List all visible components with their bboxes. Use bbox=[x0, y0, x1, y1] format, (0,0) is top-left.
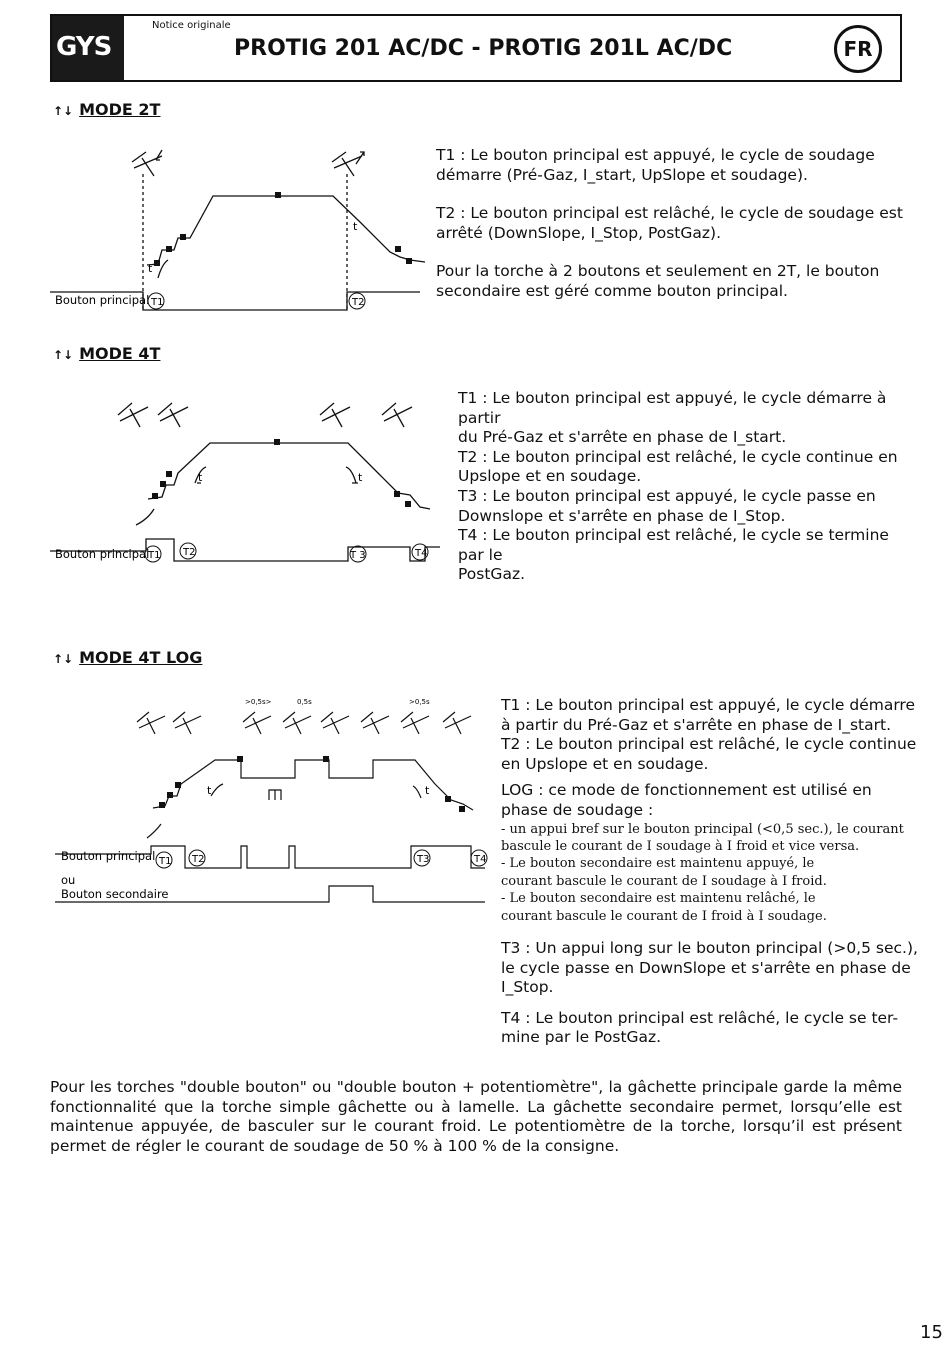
mode-2t-title: MODE 2T bbox=[79, 100, 161, 119]
torch-release-icon bbox=[173, 712, 201, 734]
document-title: PROTIG 201 AC/DC - PROTIG 201L AC/DC bbox=[234, 36, 733, 61]
log-detail-line: - un appui bref sur le bouton principal (<0,5 sec.), le courant bbox=[501, 821, 904, 837]
mode-4t-description bbox=[458, 389, 918, 585]
mode-2t-paragraph: Pour la torche à 2 boutons et seulement en 2T, le bouton secondaire est géré comme bouton principal. bbox=[436, 262, 880, 300]
t2-marker: T2 bbox=[352, 297, 365, 308]
t3-marker: T 3 bbox=[350, 550, 366, 561]
torch-release-icon bbox=[443, 712, 471, 734]
t2-marker: T2 bbox=[183, 547, 196, 558]
mode-2t-paragraph: T1 : Le bouton principal est appuyé, le cycle de soudage démarre (Pré-Gaz, I_start, UpSlope et soudage). bbox=[436, 146, 875, 184]
gys-logo bbox=[52, 16, 124, 80]
mode-4t-title: MODE 4T bbox=[79, 344, 161, 363]
time-label: t bbox=[207, 784, 212, 797]
mode-2t-heading bbox=[53, 100, 160, 119]
t3-line: I_Stop. bbox=[501, 978, 554, 997]
mode-4t-log-description bbox=[501, 696, 921, 1048]
mode-4t-diagram bbox=[50, 385, 450, 575]
log-detail-line: courant bascule le courant de I froid à I soudage. bbox=[501, 908, 827, 924]
log-detail-line: - Le bouton secondaire est maintenu appuyé, le bbox=[501, 856, 815, 872]
torch-release-icon bbox=[158, 403, 188, 427]
time-label: t bbox=[425, 784, 430, 797]
t4-line: T4 : Le bouton principal est relâché, le cycle se ter- bbox=[501, 1008, 899, 1027]
mode-4t-line: T2 : Le bouton principal est relâché, le cycle continue en bbox=[458, 447, 898, 466]
mode-4t-log-diagram bbox=[55, 692, 495, 914]
torch-press-icon bbox=[132, 150, 162, 176]
mode-4t-line: Downslope et s'arrête en phase de I_Stop. bbox=[458, 506, 786, 525]
t3-marker: T3 bbox=[417, 854, 430, 865]
t3-line: le cycle passe en DownSlope et s'arrête en phase de bbox=[501, 958, 911, 977]
mode-4t-line: PostGaz. bbox=[458, 565, 526, 584]
brand-text: GYS bbox=[56, 32, 112, 62]
language-badge: FR bbox=[834, 25, 882, 73]
button-label: Bouton principal bbox=[55, 547, 150, 561]
t2-marker: T2 bbox=[192, 854, 205, 865]
mode-2t-paragraph: T2 : Le bouton principal est relâché, le cycle de soudage est arrêté (DownSlope, I_Stop, PostGaz). bbox=[436, 204, 903, 242]
mode-4t-log-line: en Upslope et en soudage. bbox=[501, 754, 709, 773]
up-down-arrows-icon: ↑↓ bbox=[53, 104, 74, 118]
mode-4t-line: Upslope et en soudage. bbox=[458, 467, 642, 486]
t4-marker: T4 bbox=[474, 854, 487, 865]
t4-marker: T4 bbox=[415, 548, 428, 559]
log-detail-line: - Le bouton secondaire est maintenu relâché, le bbox=[501, 891, 816, 907]
page-header bbox=[50, 14, 902, 82]
torch-press-icon bbox=[243, 712, 271, 734]
torch-release-icon bbox=[332, 152, 364, 176]
torch-press-icon bbox=[320, 403, 350, 427]
log-detail-line: courant bascule le courant de I soudage à I froid. bbox=[501, 873, 827, 889]
time-label: t bbox=[353, 220, 358, 233]
mode-4t-log-line: à partir du Pré-Gaz et s'arrête en phase de I_start. bbox=[501, 715, 892, 734]
torch-press-icon bbox=[321, 712, 349, 734]
page-number: 15 bbox=[920, 1322, 943, 1343]
log-detail-line: bascule le courant de I soudage à I froid et vice versa. bbox=[501, 838, 860, 854]
t1-marker: T1 bbox=[151, 297, 164, 308]
mode-4t-log-line: T1 : Le bouton principal est appuyé, le cycle démarre bbox=[501, 696, 916, 714]
or-label: ou bbox=[61, 873, 76, 887]
torch-press-icon bbox=[401, 712, 429, 734]
duration-label: >0,5s> bbox=[245, 698, 272, 706]
time-label: t bbox=[358, 471, 363, 484]
time-label: t bbox=[148, 262, 153, 275]
mode-2t-diagram bbox=[50, 140, 430, 320]
mode-4t-line: T3 : Le bouton principal est appuyé, le cycle passe en bbox=[458, 486, 876, 505]
t4-line: mine par le PostGaz. bbox=[501, 1028, 662, 1047]
t1-marker: T1 bbox=[148, 550, 161, 561]
torch-release-icon bbox=[361, 712, 389, 734]
up-down-arrows-icon: ↑↓ bbox=[53, 348, 74, 362]
mode-4t-line: du Pré-Gaz et s'arrête en phase de I_start. bbox=[458, 428, 787, 447]
mode-4t-line: T1 : Le bouton principal est appuyé, le cycle démarre à partir bbox=[458, 389, 887, 427]
mode-4t-log-heading bbox=[53, 648, 202, 667]
secondary-button-label: Bouton secondaire bbox=[61, 887, 169, 901]
torch-release-icon bbox=[382, 403, 412, 427]
button-label: Bouton principal bbox=[61, 849, 156, 863]
mode-4t-log-title: MODE 4T LOG bbox=[79, 648, 203, 667]
notice-label: Notice originale bbox=[152, 20, 231, 31]
torch-release-icon bbox=[283, 712, 311, 734]
duration-label: >0,5s bbox=[409, 698, 430, 706]
log-line: LOG : ce mode de fonctionnement est utilisé en bbox=[501, 781, 872, 800]
time-label: t bbox=[198, 471, 203, 484]
mode-4t-log-line: T2 : Le bouton principal est relâché, le cycle continue bbox=[501, 735, 917, 754]
double-button-paragraph: Pour les torches "double bouton" ou "double bouton + potentiomètre", la gâchette principale garde la même fonctionnalité que la torche simple gâchette ou à lamelle. La gâchette secondaire permet, lorsqu’elle est maintenue appuyée, de basculer sur le courant froid. Le potentiomètre de la torche, lorsqu’il est présent permet de régler le courant de soudage de 50 % à 100 % de la consigne. bbox=[50, 1078, 902, 1155]
mode-2t-description bbox=[436, 146, 906, 302]
up-down-arrows-icon: ↑↓ bbox=[53, 652, 74, 666]
button-label: Bouton principal bbox=[55, 293, 150, 307]
mode-4t-line: T4 : Le bouton principal est relâché, le cycle se termine par le bbox=[458, 526, 889, 564]
duration-label: 0,5s bbox=[297, 698, 312, 706]
t3-line: T3 : Un appui long sur le bouton principal (>0,5 sec.), bbox=[501, 939, 918, 957]
torch-press-icon bbox=[118, 403, 148, 427]
log-line: phase de soudage : bbox=[501, 800, 654, 819]
t1-marker: T1 bbox=[159, 856, 172, 867]
torch-press-icon bbox=[137, 712, 165, 734]
mode-4t-heading bbox=[53, 344, 160, 363]
